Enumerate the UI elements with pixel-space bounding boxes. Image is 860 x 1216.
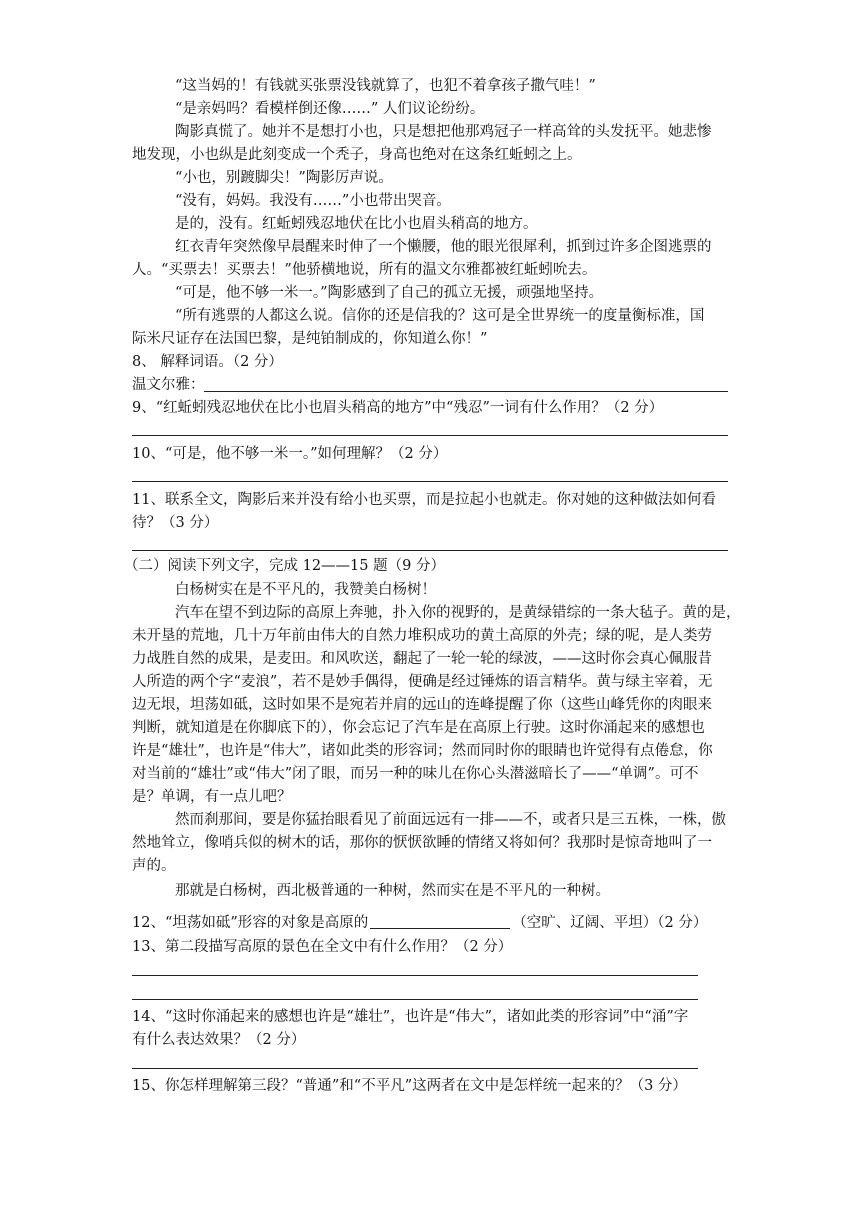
passage1-line: “可是，他不够一米一。”陶影感到了自己的孤立无援，顽强地坚持。 bbox=[175, 285, 604, 301]
question-11: 11、联系全文，陶影后来并没有给小也买票，而是拉起小也就走。你对她的这种做法如何看 bbox=[132, 492, 716, 508]
passage2-line: 那就是白杨树，西北极普通的一种树，然而实在是不平凡的一种树。 bbox=[175, 883, 610, 899]
passage2-line: 力战胜自然的成果，是麦田。和风吹送，翻起了一轮一轮的绿波，——这时你会真心佩服昔 bbox=[132, 651, 712, 667]
answer-line-14[interactable] bbox=[132, 1068, 698, 1069]
question-8: 8、 解释词语。（2 分） bbox=[132, 354, 283, 370]
passage2-line: 人所造的两个字“麦浪”，若不是妙手偶得，便确是经过锤炼的语言精华。黄与绿主宰着，无 bbox=[132, 674, 713, 690]
answer-line-11[interactable] bbox=[132, 550, 728, 551]
passage2-line: 是？单调，有一点儿吧？ bbox=[132, 789, 292, 805]
passage1-line: “没有，妈妈。我没有……”小也带出哭音。 bbox=[175, 193, 451, 209]
passage2-line: 然地耸立，像哨兵似的树木的话，那你的恹恹欲睡的情绪又将如何？我那时是惊奇地叫了一 bbox=[132, 835, 712, 851]
passage1-line: “这当妈的！有钱就买张票没钱就算了，也犯不着拿孩子撒气哇！” bbox=[175, 78, 596, 94]
answer-line-13a[interactable] bbox=[132, 975, 698, 976]
answer-line-8[interactable] bbox=[204, 391, 728, 392]
passage1-line: “小也，别踱脚尖！”陶影厉声说。 bbox=[175, 170, 393, 186]
passage2-line: 然而刹那间，要是你猛抬眼看见了前面远远有一排——不，或者只是三五株，一株，傲 bbox=[175, 812, 726, 828]
passage1-line: 人。“买票去！买票去！”他骄横地说，所有的温文尔雅都被红蚯蚓吮去。 bbox=[132, 262, 597, 278]
question-9: 9、“红蚯蚓残忍地伏在比小也眉头稍高的地方”中“残忍”一词有什么作用？（2 分） bbox=[132, 400, 664, 416]
passage2-line: 白杨树实在是不平凡的，我赞美白杨树！ bbox=[175, 582, 436, 598]
question-12 bbox=[132, 913, 732, 933]
answer-line-9[interactable] bbox=[132, 435, 728, 436]
question-12-prefix: 12、“坦荡如砥”形容的对象是高原的 bbox=[132, 915, 369, 931]
question-13: 13、第二段描写高原的景色在全文中有什么作用？（2 分） bbox=[132, 939, 513, 955]
passage2-line: 汽车在望不到边际的高原上奔驰，扑入你的视野的，是黄绿错综的一条大毡子。黄的是， bbox=[175, 605, 741, 621]
passage1-line: “所有逃票的人都这么说。信你的还是信我的？这可是全世界统一的度量衡标准，国 bbox=[175, 308, 705, 324]
answer-line-13b[interactable] bbox=[132, 999, 698, 1000]
passage2-line: 对当前的“雄壮”或“伟大”闭了眼，而另一种的味儿在你心头潜滋暗长了——“单调”。可不 bbox=[132, 766, 699, 782]
passage2-line: 许是“雄壮”，也许是“伟大”，诸如此类的形容词；然而同时你的眼睛也许觉得有点倦怠，你 bbox=[132, 743, 713, 759]
passage1-line: “是亲妈吗？看模样倒还像……” 人们议论纷纷。 bbox=[175, 101, 485, 117]
passage1-line: 地发现，小也纵是此刻变成一个秃子，身高也绝对在这条红蚯蚓之上。 bbox=[132, 147, 582, 163]
question-12-suffix: （空旷、辽阔、平坦）（2 分） bbox=[512, 915, 708, 931]
section2-heading: （二）阅读下列文字，完成 12——15 题（9 分） bbox=[124, 558, 445, 574]
passage2-line: 边无垠，坦荡如砥，这时如果不是宛若并肩的远山的连峰提醒了你（这些山峰凭你的肉眼来 bbox=[132, 697, 712, 713]
passage2-line: 未开垦的荒地，几十万年前由伟大的自然力堆积成功的黄土高原的外壳；绿的呢，是人类劳 bbox=[132, 628, 712, 644]
passage1-line: 际米尺证存在法国巴黎，是纯铂制成的，你知道么你！” bbox=[132, 331, 488, 347]
question-14: 14、“这时你涌起来的感想也许是“雄壮”，也许是“伟大”，诸如此类的形容词”中“涌”字 bbox=[132, 1009, 689, 1025]
passage2-line: 声的。 bbox=[132, 858, 176, 874]
answer-blank-12[interactable] bbox=[370, 914, 510, 929]
question-8-term: 温文尔雅： bbox=[132, 377, 205, 393]
question-14-cont: 有什么表达效果？（2 分） bbox=[132, 1032, 306, 1048]
question-15: 15、你怎样理解第三段？“普通”和“不平凡”这两者在文中是怎样统一起来的？（3 分） bbox=[132, 1078, 687, 1094]
passage1-line: 红衣青年突然像早晨醒来时伸了一个懒腰，他的眼光很犀利，抓到过许多企图逃票的 bbox=[175, 239, 712, 255]
answer-line-10[interactable] bbox=[132, 481, 728, 482]
passage1-line: 是的，没有。红蚯蚓残忍地伏在比小也眉头稍高的地方。 bbox=[175, 216, 538, 232]
question-10: 10、“可是，他不够一米一。”如何理解？（2 分） bbox=[132, 446, 448, 462]
passage1-line: 陶影真慌了。她并不是想打小也，只是想把他那鸡冠子一样高耸的头发抚平。她悲惨 bbox=[175, 124, 712, 140]
passage2-line: 判断，就知道是在你脚底下的），你会忘记了汽车是在高原上行驶。这时你涌起来的感想也 bbox=[132, 720, 705, 736]
question-11-cont: 待？（3 分） bbox=[132, 515, 219, 531]
